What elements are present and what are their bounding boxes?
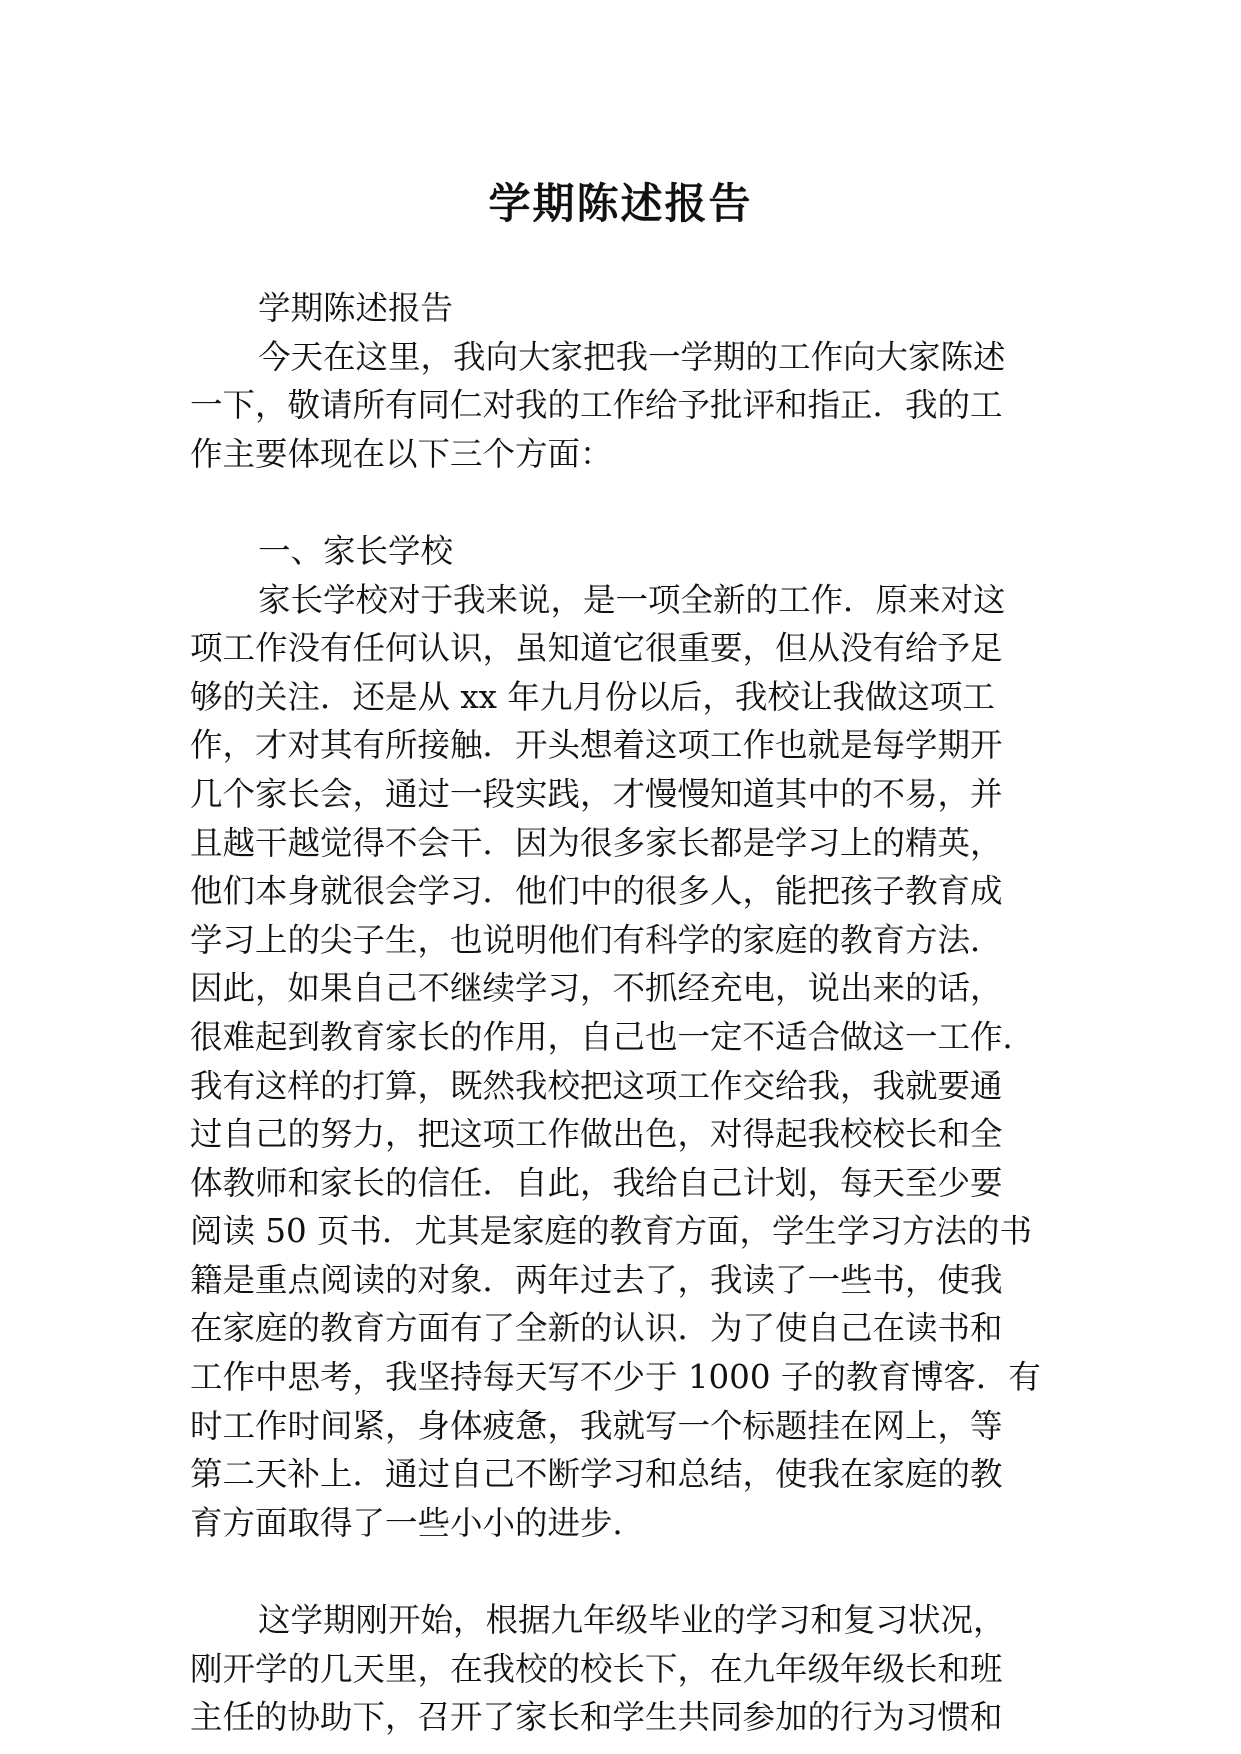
section-heading: 一、家长学校 [258,531,454,570]
paragraph-line: 学习上的尖子生，也说明他们有科学的家庭的教育方法． [190,920,1003,959]
paragraph-line: 我有这样的打算，既然我校把这项工作交给我，我就要通 [190,1066,1003,1105]
paragraph-line: 今天在这里，我向大家把我一学期的工作向大家陈述 [258,337,1006,376]
paragraph-gap [190,478,1050,527]
paragraph-line: 阅读 50 页书．尤其是家庭的教育方面，学生学习方法的书 [190,1212,1033,1251]
document-title: 学期陈述报告 [488,179,753,228]
paragraph-line: 刚开学的几天里，在我校的校长下，在九年级年级长和班 [190,1649,1003,1688]
paragraph-line: 工作中思考，我坚持每天写不少于 1000 子的教育博客．有 [190,1358,1041,1397]
paragraph-line: 这学期刚开始，根据九年级毕业的学习和复习状况， [258,1601,1006,1640]
paragraph-line: 体教师和家长的信任．自此，我给自己计划，每天至少要 [190,1163,1003,1202]
document-body [190,284,1050,1742]
paragraph-line: 项工作没有任何认识，虽知道它很重要，但从没有给予足 [190,629,1003,668]
paragraph-line: 够的关注．还是从 xx 年九月份以后，我校让我做这项工 [190,677,995,716]
paragraph-line: 过自己的努力，把这项工作做出色，对得起我校校长和全 [190,1115,1003,1154]
paragraph-line: 主任的协助下，召开了家长和学生共同参加的行为习惯和 [190,1698,1003,1737]
paragraph-line: 几个家长会，通过一段实践，才慢慢知道其中的不易，并 [190,774,1003,813]
paragraph-line: 作，才对其有所接触．开头想着这项工作也就是每学期开 [190,726,1003,765]
paragraph-line: 第二天补上．通过自己不断学习和总结，使我在家庭的教 [190,1455,1003,1494]
paragraph-line: 籍是重点阅读的对象．两年过去了，我读了一些书，使我 [190,1260,1003,1299]
paragraph-line: 一下，敬请所有同仁对我的工作给予批评和指正．我的工 [190,386,1003,425]
paragraph-line: 在家庭的教育方面有了全新的认识．为了使自己在读书和 [190,1309,1003,1348]
paragraph-line: 很难起到教育家长的作用，自己也一定不适合做这一工作． [190,1017,1036,1056]
paragraph-line: 作主要体现在以下三个方面： [190,434,613,473]
paragraph-line: 家长学校对于我来说，是一项全新的工作．原来对这 [258,580,1006,619]
paragraph-line: 且越干越觉得不会干．因为很多家长都是学习上的精英， [190,823,1003,862]
paragraph-line: 育方面取得了一些小小的进步． [190,1503,646,1542]
paragraph-line: 因此，如果自己不继续学习，不抓经充电，说出来的话， [190,969,1003,1008]
paragraph-line: 时工作时间紧，身体疲惫，我就写一个标题挂在网上，等 [190,1406,1003,1445]
paragraph-line: 他们本身就很会学习．他们中的很多人，能把孩子教育成 [190,872,1003,911]
paragraph-line: 学期陈述报告 [258,289,454,327]
paragraph-gap [190,1547,1050,1596]
